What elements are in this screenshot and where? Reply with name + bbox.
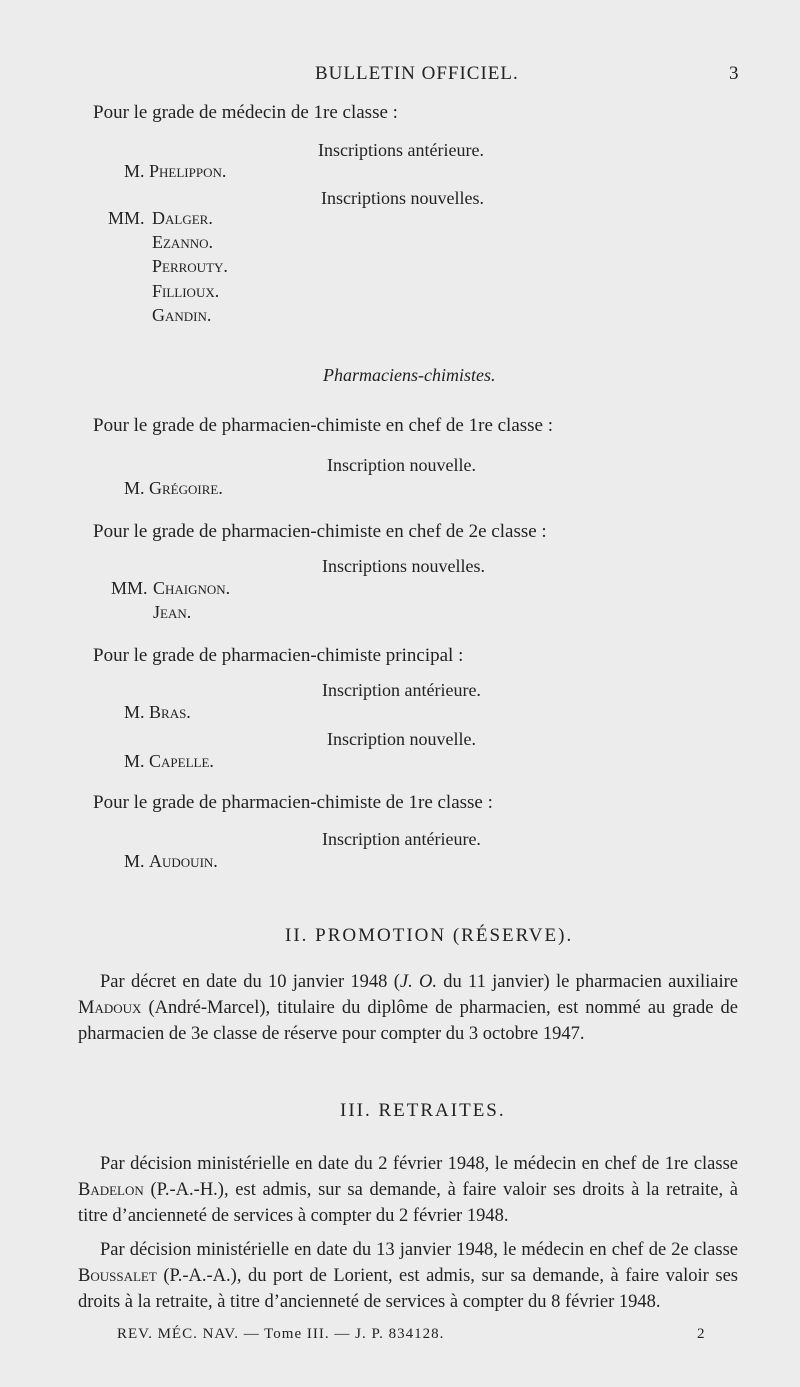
page-number: 3 xyxy=(729,63,740,84)
inscription-label: Inscription nouvelle. xyxy=(327,729,476,749)
name-entry: Ezanno. xyxy=(152,232,213,252)
grade-line: Pour le grade de pharmacien-chimiste en chef de 1re classe : xyxy=(93,415,554,436)
paragraph: Par décret en date du 10 janvier 1948 (J. O. du 11 janvier) le pharmacien auxiliaire Madoux (André-Marcel), titulaire du diplôme de pharmacien, est nommé au grade de pharmacien de 3e classe de réserve pour compter du 3 octobre 1947. xyxy=(78,972,738,1044)
name-entry: M. Phelippon. xyxy=(124,161,227,181)
name-entry: Chaignon. xyxy=(153,578,231,598)
running-head: BULLETIN OFFICIEL. xyxy=(315,63,519,84)
name-entry: M. Bras. xyxy=(124,702,191,722)
inscription-label: Inscription antérieure. xyxy=(322,829,481,849)
paragraph: Par décision ministérielle en date du 13 janvier 1948, le médecin en chef de 2e classe Boussalet (P.-A.-A.), du port de Lorient, est admis, sur sa demande, à faire valoir ses droits à la retraite, à titre d’ancienneté de services à compter du 8 février 1948. xyxy=(78,1240,738,1312)
grade-line: Pour le grade de médecin de 1re classe : xyxy=(93,102,398,123)
grade-line: Pour le grade de pharmacien-chimiste principal : xyxy=(93,645,464,666)
name-prefix: MM. xyxy=(111,578,148,598)
signature-mark: 2 xyxy=(697,1326,706,1342)
name-entry: Jean. xyxy=(153,602,192,622)
name-entry: Perrouty. xyxy=(152,256,228,276)
footer-imprint: REV. MÉC. NAV. — Tome III. — J. P. 834128. xyxy=(117,1326,445,1342)
name-entry: Dalger. xyxy=(152,208,213,228)
section-heading: II. PROMOTION (RÉSERVE). xyxy=(285,925,574,946)
name-entry: Gandin. xyxy=(152,305,212,325)
grade-line: Pour le grade de pharmacien-chimiste en chef de 2e classe : xyxy=(93,521,547,542)
name-entry: M. Capelle. xyxy=(124,751,214,771)
inscription-label: Inscriptions nouvelles. xyxy=(322,556,485,576)
name-entry: Fillioux. xyxy=(152,281,220,301)
section-heading: III. RETRAITES. xyxy=(340,1100,506,1121)
name-entry: M. Grégoire. xyxy=(124,478,223,498)
section-subtitle: Pharmaciens-chimistes. xyxy=(323,365,496,385)
paragraph: Par décision ministérielle en date du 2 février 1948, le médecin en chef de 1re classe Badelon (P.-A.-H.), est admis, sur sa demande, à faire valoir ses droits à la retraite, à titre d’ancienneté de services à compter du 2 février 1948. xyxy=(78,1154,738,1226)
grade-line: Pour le grade de pharmacien-chimiste de 1re classe : xyxy=(93,792,493,813)
name-entry: M. Audouin. xyxy=(124,851,218,871)
inscription-label: Inscriptions nouvelles. xyxy=(321,188,484,208)
name-prefix: MM. xyxy=(108,208,145,228)
inscription-label: Inscription nouvelle. xyxy=(327,455,476,475)
inscription-label: Inscription antérieure. xyxy=(322,680,481,700)
inscription-label: Inscriptions antérieure. xyxy=(318,140,484,160)
